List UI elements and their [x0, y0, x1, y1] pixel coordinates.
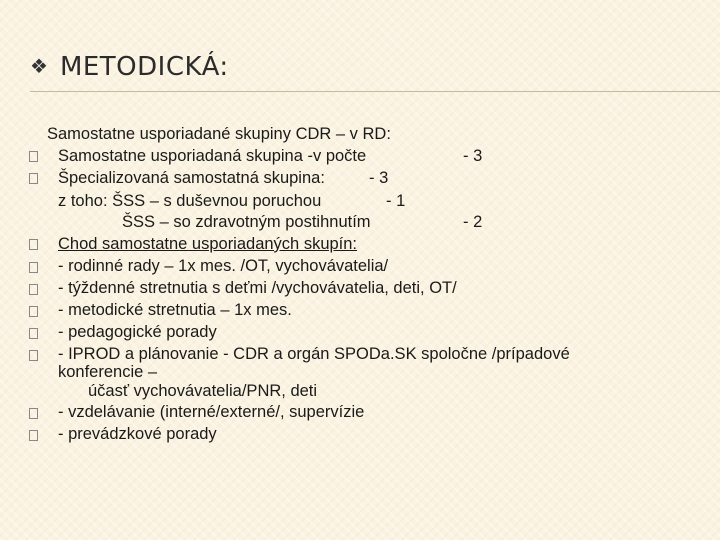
line-disability: ŠSS – so zdravotným postihnutím	[122, 213, 371, 231]
slide-title: METODICKÁ:	[59, 52, 229, 82]
slide-title-row	[30, 52, 229, 82]
line-family-councils: - rodinné rady – 1x mes. /OT, vychovávatelia/	[58, 257, 389, 275]
bullet-icon	[29, 151, 38, 162]
line-operational-meetings: - prevádzkové porady	[58, 425, 217, 443]
line-iprod: - IPROD a plánovanie - CDR a orgán SPODa.SK spoločne /prípadové	[58, 345, 570, 363]
bullet-icon	[29, 350, 38, 361]
intro-line: Samostatne usporiadané skupiny CDR – v RD:	[47, 125, 391, 143]
line-mental-disorder: z toho: ŠSS – s duševnou poruchou	[58, 192, 322, 210]
line-groups-count: Samostatne usporiadaná skupina -v počte	[58, 147, 367, 165]
line-participation: účasť vychovávatelia/PNR, deti	[88, 382, 318, 400]
bullet-icon	[29, 239, 38, 250]
line-operation-heading: Chod samostatne usporiadaných skupín:	[58, 235, 358, 253]
line-conferences: konferencie –	[58, 363, 158, 381]
line-weekly-meetings: - týždenné stretnutia s deťmi /vychovávatelia, deti, OT/	[58, 279, 457, 297]
bullet-icon	[29, 284, 38, 295]
line-mental-disorder-value: - 1	[386, 192, 406, 210]
line-methodical-meetings: - metodické stretnutia – 1x mes.	[58, 301, 292, 319]
line-specialized-value: - 3	[369, 169, 389, 187]
line-disability-value: - 2	[463, 213, 483, 231]
line-specialized: Špecializovaná samostatná skupina:	[58, 169, 325, 187]
line-education: - vzdelávanie (interné/externé/, supervízie	[58, 403, 365, 421]
bullet-icon	[29, 328, 38, 339]
diamond-bullet-icon: ❖	[30, 56, 48, 78]
bullet-icon	[29, 306, 38, 317]
bullet-icon	[29, 262, 38, 273]
line-pedagogical-meetings: - pedagogické porady	[58, 323, 217, 341]
bullet-icon	[29, 408, 38, 419]
line-groups-count-value: - 3	[463, 147, 483, 165]
bullet-icon	[29, 173, 38, 184]
bullet-icon	[29, 430, 38, 441]
title-divider	[30, 91, 720, 92]
